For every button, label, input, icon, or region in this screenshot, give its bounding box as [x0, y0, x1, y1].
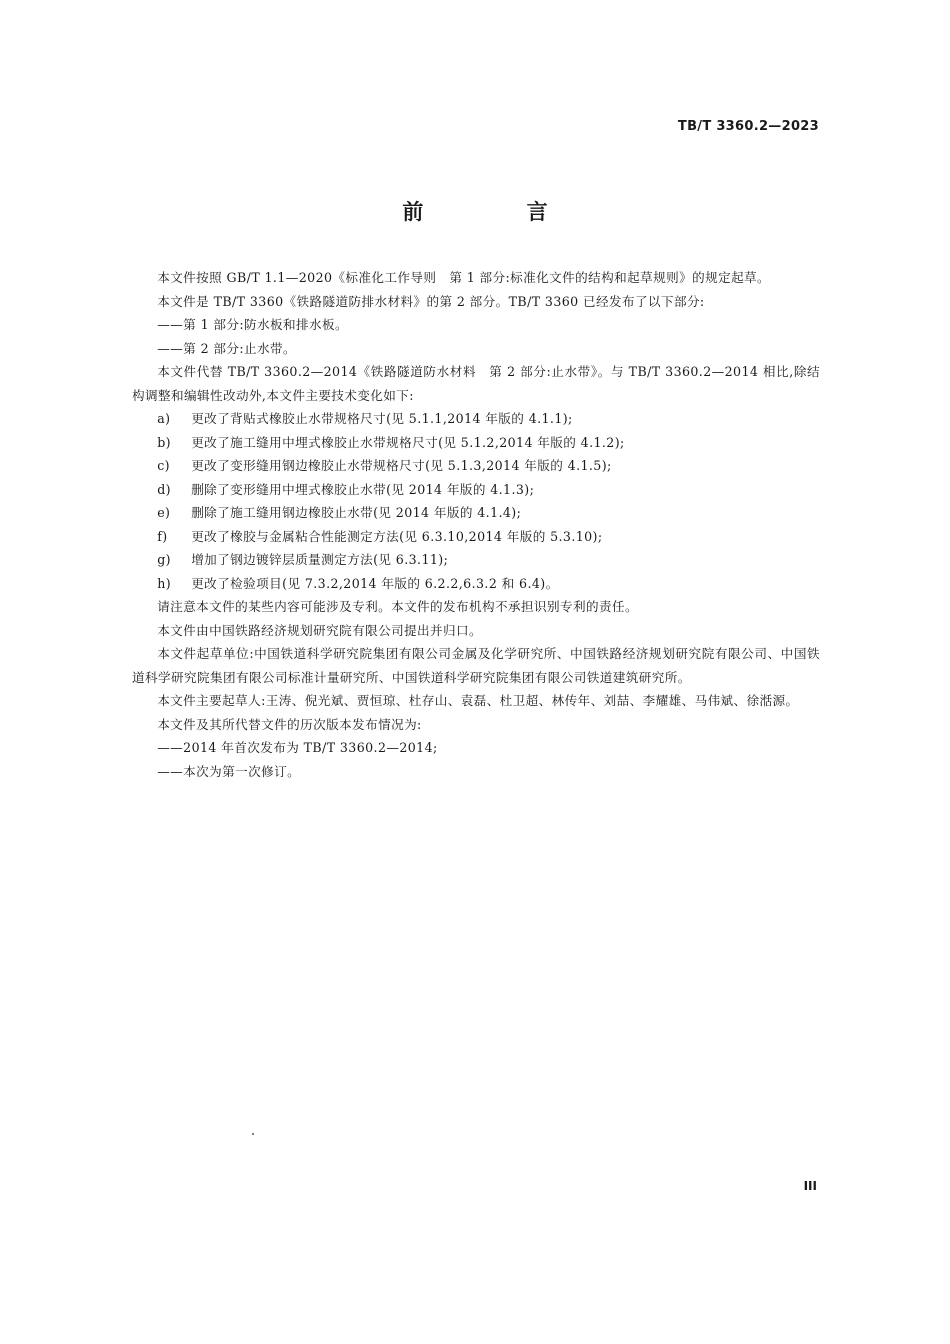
- change-item-label: e): [157, 505, 171, 520]
- paragraph-drafting-units: 本文件起草单位:中国铁道科学研究院集团有限公司金属及化学研究所、中国铁路经济规划研究院有限公司、中国铁道科学研究院集团有限公司标准计量研究所、中国铁道科学研究院集团有限公司铁道建筑研究所。: [132, 646, 820, 685]
- list-item-part-2: ——第 2 部分:止水带。: [157, 340, 296, 356]
- page-title: 前 言: [402, 200, 596, 224]
- list-item-history-1: ——2014 年首次发布为 TB/T 3360.2—2014;: [157, 740, 438, 755]
- change-item-label: f): [157, 528, 168, 544]
- change-item-text: 更改了变形缝用钢边橡胶止水带规格尺寸(见 5.1.3,2014 年版的 4.1.5);: [191, 458, 612, 473]
- change-item-text: 更改了背贴式橡胶止水带规格尺寸(见 5.1.1,2014 年版的 4.1.1);: [191, 411, 573, 426]
- change-item: [132, 431, 820, 455]
- change-item-text: 删除了变形缝用中埋式橡胶止水带(见 2014 年版的 4.1.3);: [191, 481, 535, 497]
- paragraph-drafting-rules: 本文件按照 GB/T 1.1—2020《标准化工作导则 第 1 部分:标准化文件的结构和起草规则》的规定起草。: [157, 270, 771, 285]
- list-item-part-1: ——第 1 部分:防水板和排水板。: [157, 317, 348, 332]
- change-item: [132, 501, 820, 525]
- change-item-label: a): [157, 411, 171, 426]
- change-item-text: 更改了施工缝用中埋式橡胶止水带规格尺寸(见 5.1.2,2014 年版的 4.1.2);: [191, 434, 625, 450]
- change-item-text: 更改了检验项目(见 7.3.2,2014 年版的 6.2.2,6.3.2 和 6.4)。: [191, 575, 559, 591]
- change-item-label: b): [157, 434, 171, 450]
- change-item-label: c): [157, 458, 170, 473]
- change-item: [132, 478, 820, 502]
- list-item-history-2: ——本次为第一次修订。: [157, 763, 301, 779]
- page-number: III: [803, 1179, 817, 1193]
- paragraph-replaces: 本文件代替 TB/T 3360.2—2014《铁路隧道防水材料 第 2 部分:止水带》。与 TB/T 3360.2—2014 相比,除结构调整和编辑性改动外,本文件主要技术变化如下:: [132, 364, 820, 403]
- change-item-text: 删除了施工缝用钢边橡胶止水带(见 2014 年版的 4.1.4);: [191, 505, 522, 520]
- change-item: [132, 454, 820, 478]
- change-item: [132, 407, 820, 431]
- paragraph-part-info: 本文件是 TB/T 3360《铁路隧道防排水材料》的第 2 部分。TB/T 3360 已经发布了以下部分:: [157, 293, 705, 309]
- scan-speck: [252, 1133, 254, 1135]
- change-item: [132, 572, 820, 596]
- change-item-text: 增加了钢边镀锌层质量测定方法(见 6.3.11);: [191, 552, 449, 567]
- paragraph-patent-notice: 请注意本文件的某些内容可能涉及专利。本文件的发布机构不承担识别专利的责任。: [157, 599, 638, 614]
- foreword-body: [132, 266, 820, 783]
- change-item-label: d): [157, 481, 171, 497]
- paragraph-proposer: 本文件由中国铁路经济规划研究院有限公司提出并归口。: [157, 622, 483, 638]
- change-item-label: g): [157, 552, 171, 567]
- paragraph-history: 本文件及其所代替文件的历次版本发布情况为:: [157, 716, 422, 732]
- document-code: TB/T 3360.2—2023: [677, 119, 819, 134]
- change-item-label: h): [157, 575, 172, 591]
- change-item-text: 更改了橡胶与金属粘合性能测定方法(见 6.3.10,2014 年版的 5.3.10);: [191, 528, 603, 544]
- change-item: [132, 525, 820, 549]
- change-item: [132, 548, 820, 572]
- paragraph-drafters: 本文件主要起草人:王涛、倪光斌、贾恒琼、杜存山、袁磊、杜卫超、林传年、刘喆、李耀雄、马伟斌、徐湉源。: [157, 693, 799, 708]
